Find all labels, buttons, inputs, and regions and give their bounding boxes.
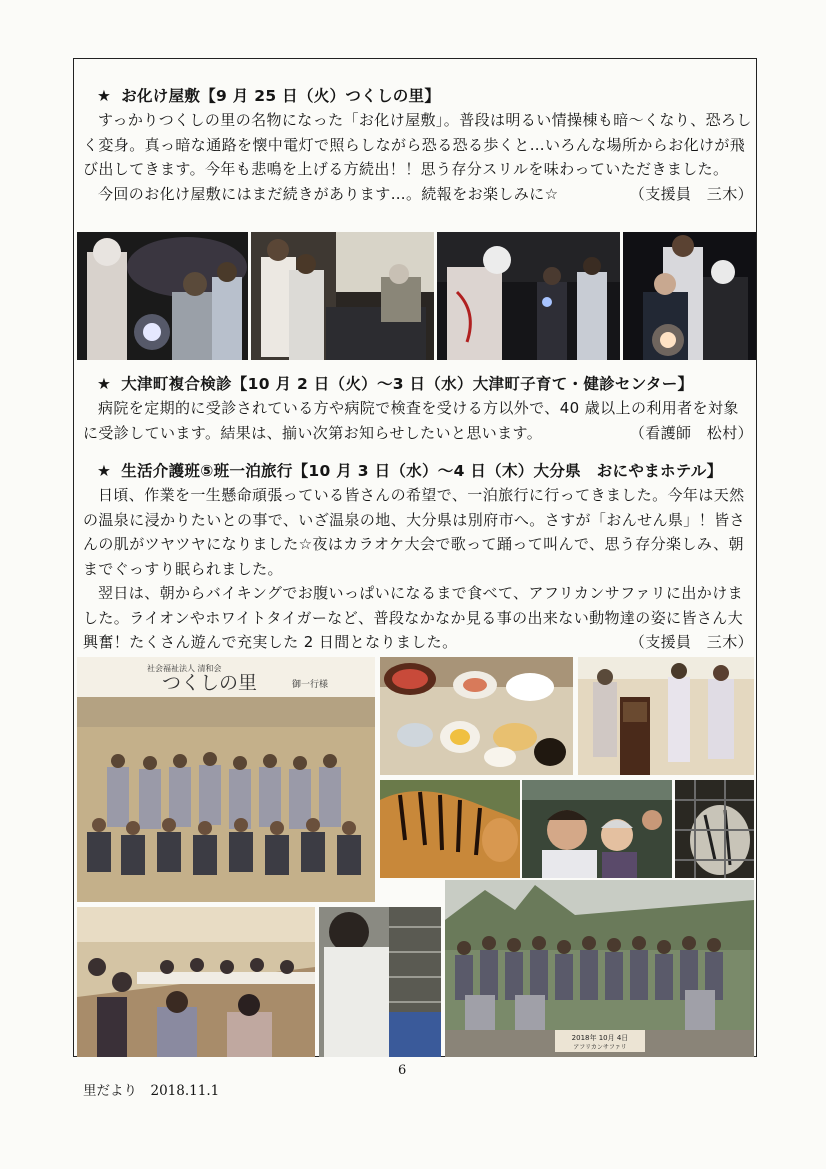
photo-haunted-3 [437,232,620,360]
signature: （支援員 三木） [629,184,753,203]
safari-sign-name: アフリカンサファリ [573,1044,627,1051]
photo-karaoke [578,657,754,775]
banner-small-text: 社会福祉法人 清和会 [147,664,222,673]
signature-row [83,182,753,207]
photo-haunted-4 [623,232,756,360]
signature: （看護師 松村） [629,423,753,442]
closing-text: 今回のお化け屋敷にはまだ続きがあります…。続報をお楽しみに☆ [98,184,559,203]
section-overnight-trip [83,459,753,655]
page-number: 6 [398,1063,407,1078]
photo-buffet [319,907,441,1057]
photo-group-banner [77,657,375,902]
heading-text: 大津町複合検診【10 月 2 日（火）～3 日（水）大津町子育て・健診センター】 [121,375,694,393]
safari-sign-date: 2018年 10月 4日 [571,1034,629,1042]
signature: （支援員 三木） [629,633,753,651]
star-icon: ★ [97,87,112,105]
star-icon: ★ [97,375,112,393]
section-heading [83,84,753,108]
photo-tiger [380,780,520,878]
photo-dinner-hall [77,907,315,1057]
heading-text: 生活介護班⑤班一泊旅行【10 月 3 日（水）～4 日（木）大分県 おにやまホテル】 [121,462,723,480]
section-heading [83,459,753,483]
section-haunted-house [83,84,753,206]
photo-safari-group [445,880,754,1057]
heading-text: お化け屋敷【9 月 25 日（火）つくしの里】 [121,87,441,105]
section-body [83,396,753,445]
section-heading [83,372,753,396]
photo-bus-waving [522,780,672,878]
photo-meal [380,657,573,775]
section-health-checkup [83,372,753,445]
section-body: すっかりつくしの里の名物になった「お化け屋敷」。普段は明るい情操棟も暗～くなり、恐ろしく変身。真っ暗な通路を懐中電灯で照らしながら恐る恐る歩くと…いろんな場所からお化けが飛び出してきます。今年も悲鳴を上げる方続出！！思う存分スリルを味わっていただきました。 [83,111,752,178]
photo-haunted-2 [251,232,434,360]
newsletter-footer: 里だより 2018.11.1 [83,1083,220,1099]
body-text: 病院を定期的に受診されている方や病院で検査を受ける方以外で、40 歳以上の利用者を対象に受診しています。結果は、揃い次第お知らせしたいと思います。 [83,399,739,442]
banner-right-text: 御一行様 [292,680,329,690]
section-body-2 [83,581,753,655]
star-icon: ★ [97,462,112,480]
photo-haunted-1 [77,232,248,360]
body-text: 翌日は、朝からバイキングでお腹いっぱいになるまで食べて、アフリカンサファリに出かけました。ライオンやホワイトタイガーなど、普段なかなか見る事の出来ない動物達の姿に皆さん大興奮！たくさん遊んで充実した 2 日間となりました。 [83,584,744,651]
banner-main-text: つくしの里 [162,672,258,694]
photo-animal-cage [675,780,754,878]
section-body-1: 日頃、作業を一生懸命頑張っている皆さんの希望で、一泊旅行に行ってきました。今年は天然の温泉に浸かりたいとの事で、いざ温泉の地、大分県は別府市へ。さすが「おんせん県」！皆さんの肌がツヤツヤになりました☆夜はカラオケ大会で歌って踊って叫んで、思う存分楽しみ、朝までぐっすり眠られました。 [83,486,745,578]
